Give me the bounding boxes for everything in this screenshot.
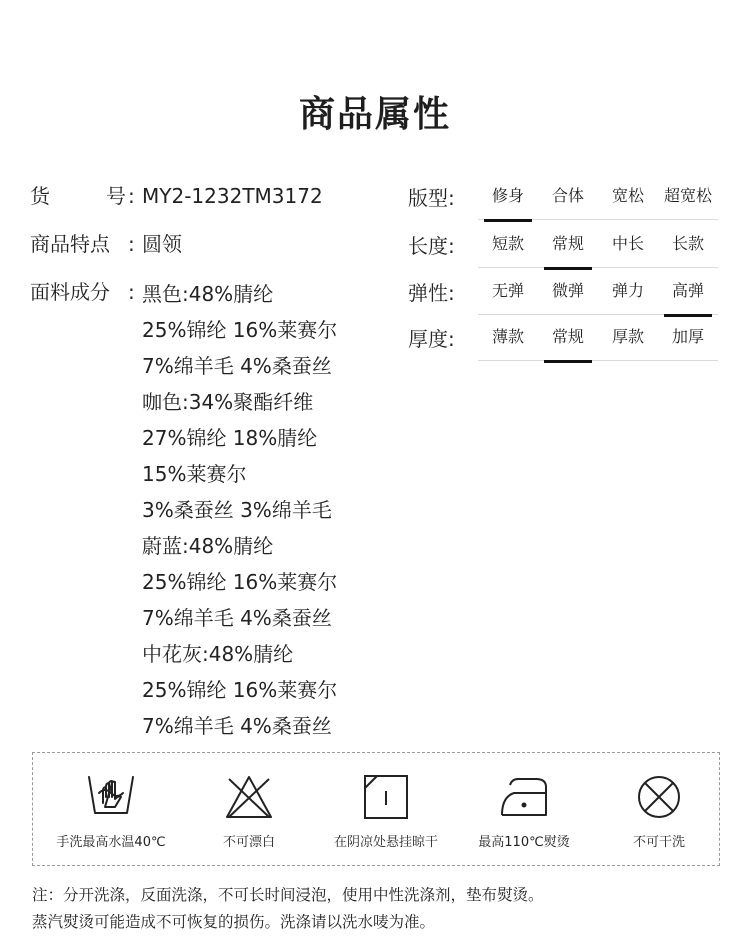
spec-option: 弹力 <box>611 281 644 300</box>
item-number-value: MY2-1232TM3172 <box>142 184 323 208</box>
spec-option: 超宽松 <box>663 186 712 205</box>
iron-110-icon <box>498 773 550 821</box>
spec-options <box>478 275 718 315</box>
spec-row <box>408 228 720 274</box>
features-label: 商品特点 <box>30 232 110 256</box>
care-label: 在阴凉处悬挂晾干 <box>333 835 438 850</box>
page-title: 商品属性 <box>298 94 451 135</box>
care-note <box>32 882 722 936</box>
care-label: 最高110℃熨烫 <box>478 835 570 850</box>
spec-row <box>408 321 720 367</box>
care-label: 手洗最高水温40℃ <box>56 835 166 850</box>
fabric-label: 面料成分 <box>30 280 110 304</box>
spec-option: 厚款 <box>611 327 644 346</box>
fabric-line: 7%绵羊毛 4%桑蚕丝 <box>142 714 332 738</box>
colon: : <box>128 232 135 256</box>
features-value: 圆领 <box>142 232 182 256</box>
colon: : <box>128 280 135 304</box>
spec-option: 薄款 <box>491 327 524 346</box>
item-number-label: 货 号 <box>30 184 126 208</box>
fabric-line: 7%绵羊毛 4%桑蚕丝 <box>142 606 332 630</box>
spec-row <box>408 275 720 321</box>
care-note-line-2: 蒸汽熨烫可能造成不可恢复的损伤。洗涤请以洗水唛为准。 <box>32 913 436 931</box>
spec-row <box>408 180 720 226</box>
spec-option: 长款 <box>671 234 704 253</box>
spec-option-selected: 常规 <box>538 321 598 361</box>
spec-option-selected: 修身 <box>478 180 538 220</box>
care-label: 不可干洗 <box>632 835 685 850</box>
hand-wash-icon <box>85 773 137 821</box>
spec-option: 加厚 <box>671 327 704 346</box>
fabric-line: 3%桑蚕丝 3%绵羊毛 <box>142 498 332 522</box>
shade-dry-icon <box>360 773 412 821</box>
fabric-line: 25%锦纶 16%莱赛尔 <box>142 678 338 702</box>
no-dry-clean-icon <box>633 773 685 821</box>
colon: : <box>128 184 135 208</box>
spec-label: 版型: <box>408 186 455 210</box>
spec-option-selected: 高弹 <box>658 275 718 315</box>
spec-option: 微弹 <box>551 281 584 300</box>
fabric-line: 25%锦纶 16%莱赛尔 <box>142 570 338 594</box>
fabric-line: 蔚蓝:48%腈纶 <box>142 534 274 558</box>
care-item <box>591 753 727 865</box>
spec-option: 合体 <box>551 186 584 205</box>
care-item <box>43 753 179 865</box>
fabric-line: 7%绵羊毛 4%桑蚕丝 <box>142 354 332 378</box>
spec-label: 弹性: <box>408 281 455 305</box>
spec-option: 宽松 <box>611 186 644 205</box>
fabric-composition-list <box>142 276 337 744</box>
care-item <box>181 753 317 865</box>
fabric-line: 中花灰:48%腈纶 <box>142 642 294 666</box>
care-item <box>318 753 454 865</box>
no-bleach-icon <box>223 773 275 821</box>
fabric-line: 25%锦纶 16%莱赛尔 <box>142 318 338 342</box>
fabric-line: 15%莱赛尔 <box>142 462 247 486</box>
spec-option-selected: 常规 <box>538 228 598 268</box>
spec-option: 中长 <box>611 234 644 253</box>
spec-options <box>478 228 718 268</box>
spec-option: 短款 <box>491 234 524 253</box>
care-label: 不可漂白 <box>222 835 275 850</box>
spec-label: 长度: <box>408 234 455 258</box>
spec-label: 厚度: <box>408 327 455 351</box>
spec-options <box>478 321 718 361</box>
spec-option: 无弹 <box>491 281 524 300</box>
spec-options <box>478 180 718 220</box>
care-item <box>456 753 592 865</box>
care-instructions <box>32 752 720 866</box>
fabric-line: 咖色:34%聚酯纤维 <box>142 390 314 414</box>
care-note-line-1: 注：分开洗涤，反面洗涤，不可长时间浸泡，使用中性洗涤剂，垫布熨烫。 <box>32 886 544 904</box>
fabric-line: 黑色:48%腈纶 <box>142 282 274 306</box>
fabric-line: 27%锦纶 18%腈纶 <box>142 426 318 450</box>
